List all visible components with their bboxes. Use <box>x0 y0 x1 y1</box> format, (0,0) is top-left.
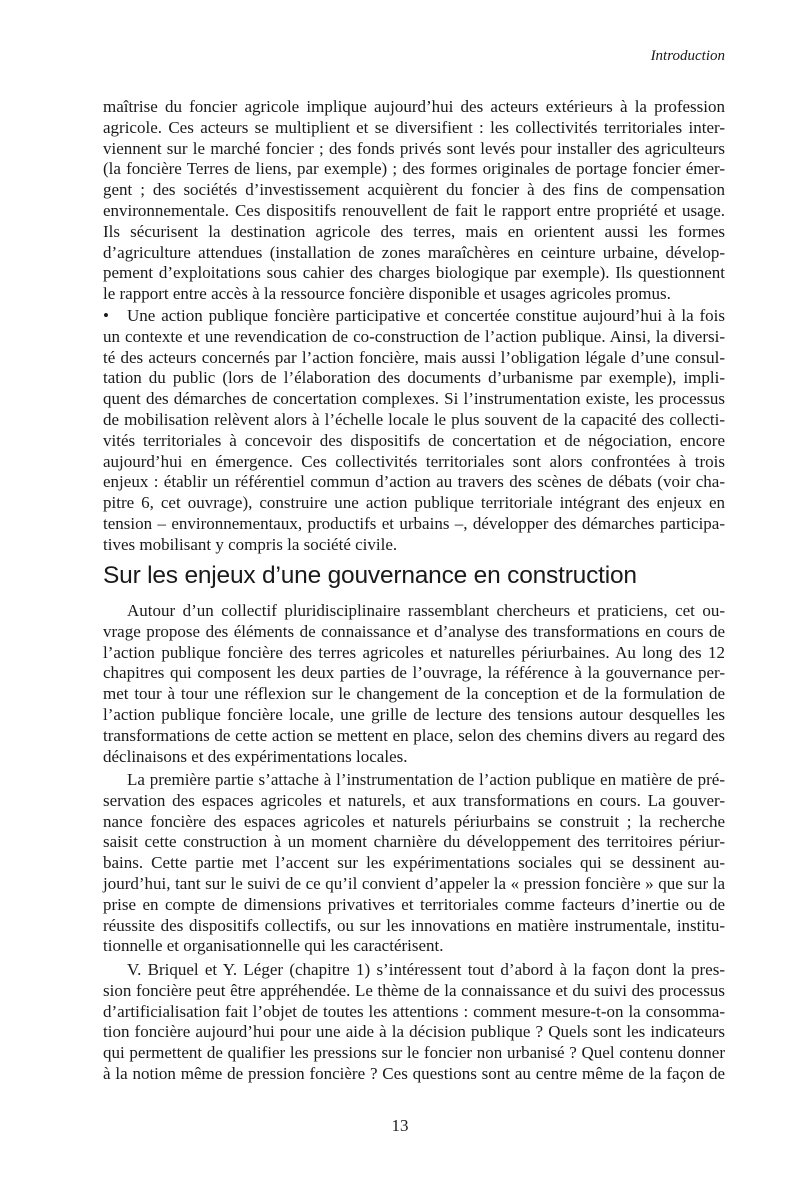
text-line: quent des démarches de concertation complexes. Si l’instrumentation existe, les processus <box>103 389 725 409</box>
text-line: maîtrise du foncier agricole implique aujourd’hui des acteurs extérieurs à la profession <box>103 97 725 116</box>
bullet-icon: • <box>103 306 109 325</box>
text-line <box>103 306 725 327</box>
text-line: qui permettent de qualifier les pressions sur le foncier non urbanisé ? Quel contenu donner <box>103 1043 725 1063</box>
text-line: environnementale. Ces dispositifs renouvellent de fait le rapport entre propriété et usage. <box>103 200 725 220</box>
text-line: bains. Cette partie met l’accent sur les expérimentations sociales qui se dessinent au- <box>103 853 725 873</box>
text-line: un contexte et une revendication de co-construction de l’action publique. Ainsi, la diversi- <box>103 326 725 346</box>
text-line: nance foncière des espaces agricoles et naturels périurbains se construit ; la recherche <box>103 811 725 831</box>
text-line: tives mobilisant y compris la société civile. <box>103 534 398 554</box>
text-line: chapitres qui composent les deux parties de l’ouvrage, la référence à la gouvernance per- <box>103 663 725 683</box>
text-line: pitre 6, cet ouvrage), construire une action publique territoriale intégrant des enjeux en <box>103 493 725 513</box>
text-line: tation du public (lors de l’élaboration des documents d’urbanisme par exemple), impli- <box>103 368 725 388</box>
text-line: (la foncière Terres de liens, par exemple) ; des formes originales de portage foncier émer- <box>103 159 725 179</box>
body-paragraph <box>103 960 725 1085</box>
text-line: pement d’exploitations sous cahier des charges biologique par exemple). Ils questionnent <box>103 263 725 283</box>
text-line: agricole. Ces acteurs se multiplient et se diversifient : les collectivités territoriales inter- <box>103 117 725 137</box>
bullet-text: Une action publique foncière participative et concertée constitue aujourd’hui à la fois <box>127 306 725 325</box>
text-line: jourd’hui, tant sur le suivi de ce qu’il convient d’appeler la « pression foncière » que sur la <box>103 873 725 893</box>
text-line: déclinaisons et des expérimentations locales. <box>103 746 408 766</box>
text-line: tionnelle et organisationnelle qui les caractérisent. <box>103 936 444 956</box>
text-line: té des acteurs concernés par l’action foncière, mais aussi l’obligation légale d’une consul- <box>103 347 725 367</box>
text-line: sion foncière peut être appréhendée. Le thème de la connaissance et du suivi des processus <box>103 980 725 1000</box>
text-line: d’agriculture attendues (installation de zones maraîchères en ceinture urbaine, dévelop- <box>103 242 725 262</box>
text-line: Autour d’un collectif pluridisciplinaire rassemblant chercheurs et praticiens, cet ou- <box>127 601 725 620</box>
text-line: vités territoriales à concevoir des dispositifs de concertation et de négociation, encore <box>103 430 725 450</box>
text-line: à la notion même de pression foncière ? Ces questions sont au centre même de la façon de <box>103 1063 725 1083</box>
bullet-paragraph <box>103 306 725 556</box>
text-line: viennent sur le marché foncier ; des fonds privés sont levés pour installer des agriculteurs <box>103 138 725 158</box>
text-line: servation des espaces agricoles et naturels, et aux transformations en cours. La gouver- <box>103 790 725 810</box>
text-line: enjeux : établir un référentiel commun d’action au travers des scènes de débats (voir cha- <box>103 472 725 492</box>
text-line: réussite des dispositifs collectifs, ou sur les innovations en matière instrumentale, institu- <box>103 915 725 935</box>
text-line: transformations de cette action se mettent en place, selon des chemins divers au regard des <box>103 725 725 745</box>
text-line: V. Briquel et Y. Léger (chapitre 1) s’intéressent tout d’abord à la façon dont la pres- <box>127 960 725 979</box>
text-line: met tour à tour une réflexion sur le changement de la conception et de la formulation de <box>103 684 725 704</box>
text-line: l’action publique foncière locale, une grille de lecture des tensions autour desquelles les <box>103 704 725 724</box>
text-line: aujourd’hui en émergence. Ces collectivités territoriales sont alors confrontées à trois <box>103 451 725 471</box>
section-heading: Sur les enjeux d’une gouvernance en construction <box>103 562 637 589</box>
text-line: l’action publique foncière des terres agricoles et naturelles périurbaines. Au long des 12 <box>103 642 725 662</box>
text-line: Ils sécurisent la destination agricole des terres, mais en orientent aussi les formes <box>103 221 725 241</box>
page-number: 13 <box>391 1116 409 1135</box>
text-line: prise en compte de dimensions privatives et territoriales comme facteurs d’inertie ou de <box>103 894 725 914</box>
text-line: le rapport entre accès à la ressource foncière disponible et usages agricoles promus. <box>103 284 671 304</box>
text-line: tension – environnementaux, productifs et urbains –, développer des démarches participa- <box>103 513 725 533</box>
running-head: Introduction <box>650 48 725 64</box>
text-line: La première partie s’attache à l’instrumentation de l’action publique en matière de pré- <box>127 770 725 789</box>
text-line: saisit cette construction à un moment charnière du développement des territoires périur- <box>103 832 725 852</box>
body-paragraph <box>103 770 725 957</box>
text-line: gent ; des sociétés d’investissement acquièrent du foncier à des fins de compensation <box>103 180 725 200</box>
text-line: de mobilisation relèvent alors à l’échelle locale le plus souvent de la capacité des collecti- <box>103 409 725 429</box>
text-line: vrage propose des éléments de connaissance et d’analyse des transformations en cours de <box>103 621 725 641</box>
paragraph-continued <box>103 97 725 305</box>
text-line: d’artificialisation fait l’objet de toutes les attentions : comment mesure-t-on la consomma- <box>103 1001 725 1021</box>
text-line: tion foncière aujourd’hui pour une aide à la décision publique ? Quels sont les indicateurs <box>103 1022 725 1042</box>
body-paragraph <box>103 601 725 767</box>
